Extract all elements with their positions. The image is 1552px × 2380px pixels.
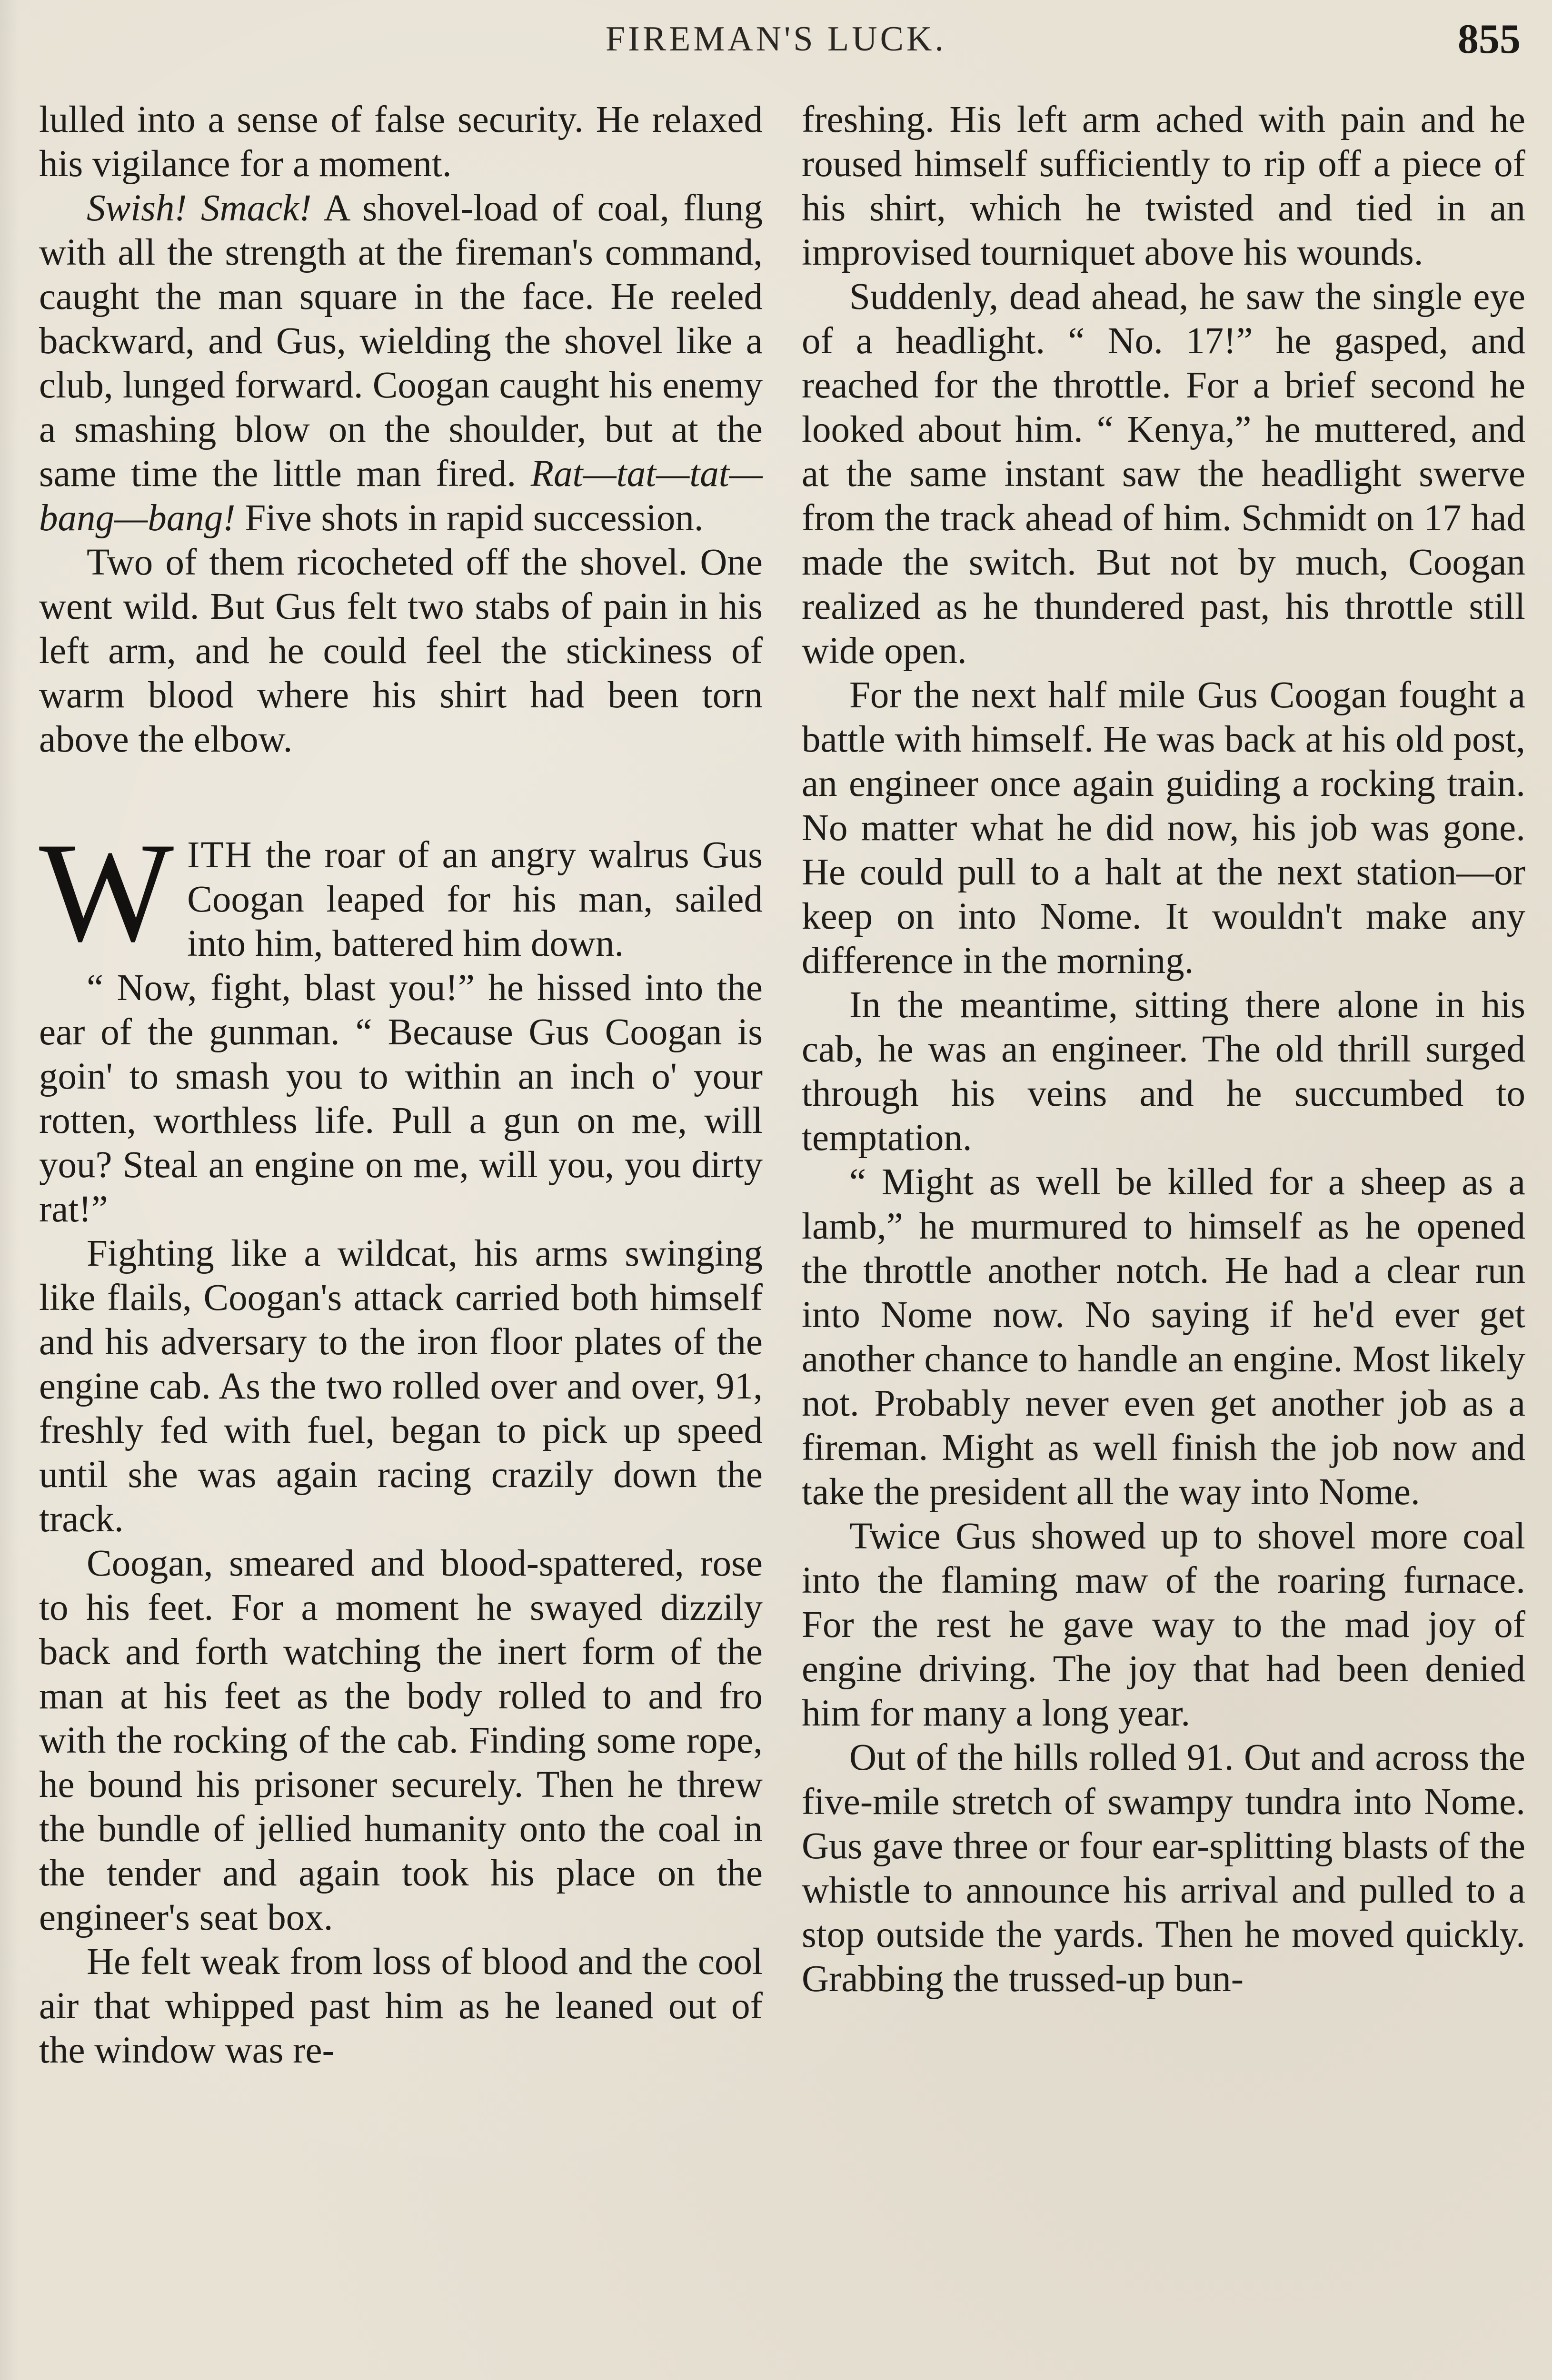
paragraph-text: In the meantime, sitting there alone in his cab, he was an engineer. The old thrill surged through his veins and he succumbed to temptation. bbox=[802, 984, 1525, 1159]
right-column bbox=[802, 98, 1525, 2001]
paragraph-text: He felt weak from loss of blood and the cool air that whipped past him as he leaned out of the window was re- bbox=[39, 1941, 763, 2071]
running-title: FIREMAN'S LUCK. bbox=[606, 20, 946, 59]
paragraph-text: the roar of an angry walrus Gus Coogan leaped for his man, sailed into him, battered him down. bbox=[187, 834, 763, 964]
paragraph-text: Suddenly, dead ahead, he saw the single eye of a headlight. “ No. 17!” he gasped, and reached for the throttle. For a brief second he looked about him. “ Kenya,” he muttered, and at the same instant saw the headlight swerve from the track ahead of him. Schmidt on 17 had made the switch. But not by much, Coogan realized as he thundered past, his throttle still wide open. bbox=[802, 276, 1525, 672]
gunfire-text: Rat—tat—tat—bang—bang! bbox=[39, 453, 763, 539]
drop-cap: W bbox=[39, 813, 174, 971]
paragraph-text: Fighting like a wildcat, his arms swinging like flails, Coogan's attack carried both himself and his adversary to the iron floor plates of the engine cab. As the two rolled over and over, 91, freshly fed with fuel, began to pick up speed until she was again racing crazily down the track. bbox=[39, 1233, 763, 1540]
paragraph bbox=[39, 1231, 763, 1541]
paragraph-text: Twice Gus showed up to shovel more coal into the flaming maw of the roaring furnace. For the rest he gave way to the mad joy of engine driving. The joy that had been denied him for many a long year. bbox=[802, 1516, 1525, 1734]
paragraph bbox=[802, 1735, 1525, 2001]
paragraph bbox=[802, 983, 1525, 1160]
page-number: 855 bbox=[1458, 16, 1521, 62]
paragraph bbox=[39, 1940, 763, 2073]
page-edge-shade bbox=[0, 0, 19, 2380]
paragraph-text: freshing. His left arm ached with pain and he roused himself sufficiently to rip off a piece of his shirt, which he twisted and tied in an improvised tourniquet above his wounds. bbox=[802, 99, 1525, 273]
paragraph-text: Two of them ricocheted off the shovel. One went wild. But Gus felt two stabs of pain in his left arm, and he could feel the stickiness of warm blood where his shirt had been torn above the elbow. bbox=[39, 542, 763, 760]
paragraph bbox=[802, 673, 1525, 983]
paragraph bbox=[802, 98, 1525, 275]
paragraph-text: A shovel-load of coal, flung with all the strength at the fireman's command, caught the man square in the face. He reeled backward, and Gus, wielding the shovel like a club, lunged forward. Coogan caught his enemy a smashing blow on the shoulder, but at the same time the little man fired. bbox=[39, 188, 763, 495]
paragraph bbox=[39, 966, 763, 1231]
paragraph-text: “ Now, fight, blast you!” he hissed into the ear of the gunman. “ Because Gus Coogan is goin' to smash you to within an inch o' your rotten, worthless life. Pull a gun on me, will you? Steal an engine on me, will you, you dirty rat!” bbox=[39, 967, 763, 1230]
paragraph-text: Coogan, smeared and blood-spattered, rose to his feet. For a moment he swayed dizzily back and forth watching the inert form of the man at his feet as the body rolled to and fro with the rocking of the cab. Finding some rope, he bound his prisoner securely. Then he threw the bundle of jellied humanity onto the coal in the tender and again took his place on the engineer's seat box. bbox=[39, 1543, 763, 1938]
paragraph bbox=[802, 275, 1525, 673]
dropcap-paragraph bbox=[39, 813, 763, 971]
paragraph-text: “ Might as well be killed for a sheep as a lamb,” he murmured to himself as he opened the throttle another notch. He had a clear run into Nome now. No saying if he'd ever get another chance to handle an engine. Most likely not. Probably never even get another job as a fireman. Might as well finish the job now and take the president all the way into Nome. bbox=[802, 1161, 1525, 1513]
paragraph-text: lulled into a sense of false security. He relaxed his vigilance for a moment. bbox=[39, 99, 763, 185]
paragraph bbox=[39, 1541, 763, 1940]
paragraph bbox=[39, 98, 763, 186]
paragraph bbox=[39, 540, 763, 762]
page-header bbox=[0, 10, 1552, 68]
paragraph-text: Five shots in rapid succession. bbox=[235, 497, 704, 539]
paragraph-text: For the next half mile Gus Coogan fought a battle with himself. He was back at his old post, an engineer once again guiding a rocking train. No matter what he did now, his job was gone. He could pull to a halt at the next station—or keep on into Nome. It wouldn't make any difference in the morning. bbox=[802, 674, 1525, 982]
lead-in-caps: ITH bbox=[187, 834, 253, 876]
left-column bbox=[39, 98, 763, 2073]
sound-effect-text: Swish! Smack! bbox=[87, 188, 312, 229]
paragraph bbox=[802, 1160, 1525, 1514]
paragraph bbox=[802, 1514, 1525, 1735]
paragraph bbox=[39, 186, 763, 540]
paragraph-text: Out of the hills rolled 91. Out and across the five-mile stretch of swampy tundra into Nome. Gus gave three or four ear-splitting blasts of the whistle to announce his arrival and pulled to a stop outside the yards. Then he moved quickly. Grabbing the trussed-up bun- bbox=[802, 1737, 1525, 2000]
